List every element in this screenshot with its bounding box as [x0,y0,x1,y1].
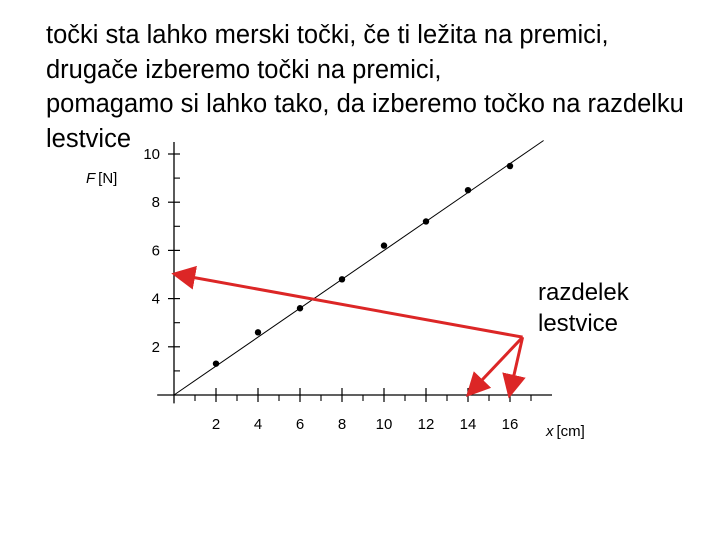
x-tick-label: 14 [459,416,477,433]
red-arrow [177,275,522,338]
data-point [255,329,261,335]
y-tick-label: 6 [151,242,160,260]
x-tick-label: 4 [253,416,263,433]
data-point [297,305,303,311]
x-tick-label: 10 [375,416,393,433]
x-axis-var: x [546,423,554,440]
data-point [381,242,387,248]
data-point [465,187,471,193]
arrows [177,275,522,393]
data-point [213,360,219,366]
fit-line [174,141,544,395]
y-axis-var: F [86,170,96,187]
y-axis-title [86,170,117,187]
annotation-line-1: razdelek [538,279,629,306]
annotation-label [538,279,635,337]
y-tick-label: 8 [151,194,160,212]
annotation-line-2: lestvice [538,310,619,337]
x-axis-title [545,423,585,440]
data-point [423,218,429,224]
data-point [339,276,345,282]
x-tick-label: 8 [337,416,347,433]
y-tick-label: 4 [151,290,160,308]
text-line-4: lestvice [46,124,132,153]
x-axis-unit: [cm] [556,423,585,440]
y-tick-label: 2 [151,338,160,356]
red-arrow [470,337,522,392]
x-tick-label: 2 [211,416,221,433]
y-axis-unit: [N] [98,170,118,187]
text-line-2: drugače izberemo točki na premici, [46,55,442,84]
text-line-1: točki sta lahko merski točki, če ti ležita na premici, [46,21,609,49]
text-line-3: pomagamo si lahko tako, da izberemo točko na razdelku [46,90,684,118]
x-tick-label: 12 [417,416,435,433]
fit-line-group [174,141,544,395]
x-tick-label: 6 [295,416,305,433]
data-point [507,163,513,169]
x-tick-label: 16 [501,416,519,433]
y-tick-label: 10 [143,146,160,163]
